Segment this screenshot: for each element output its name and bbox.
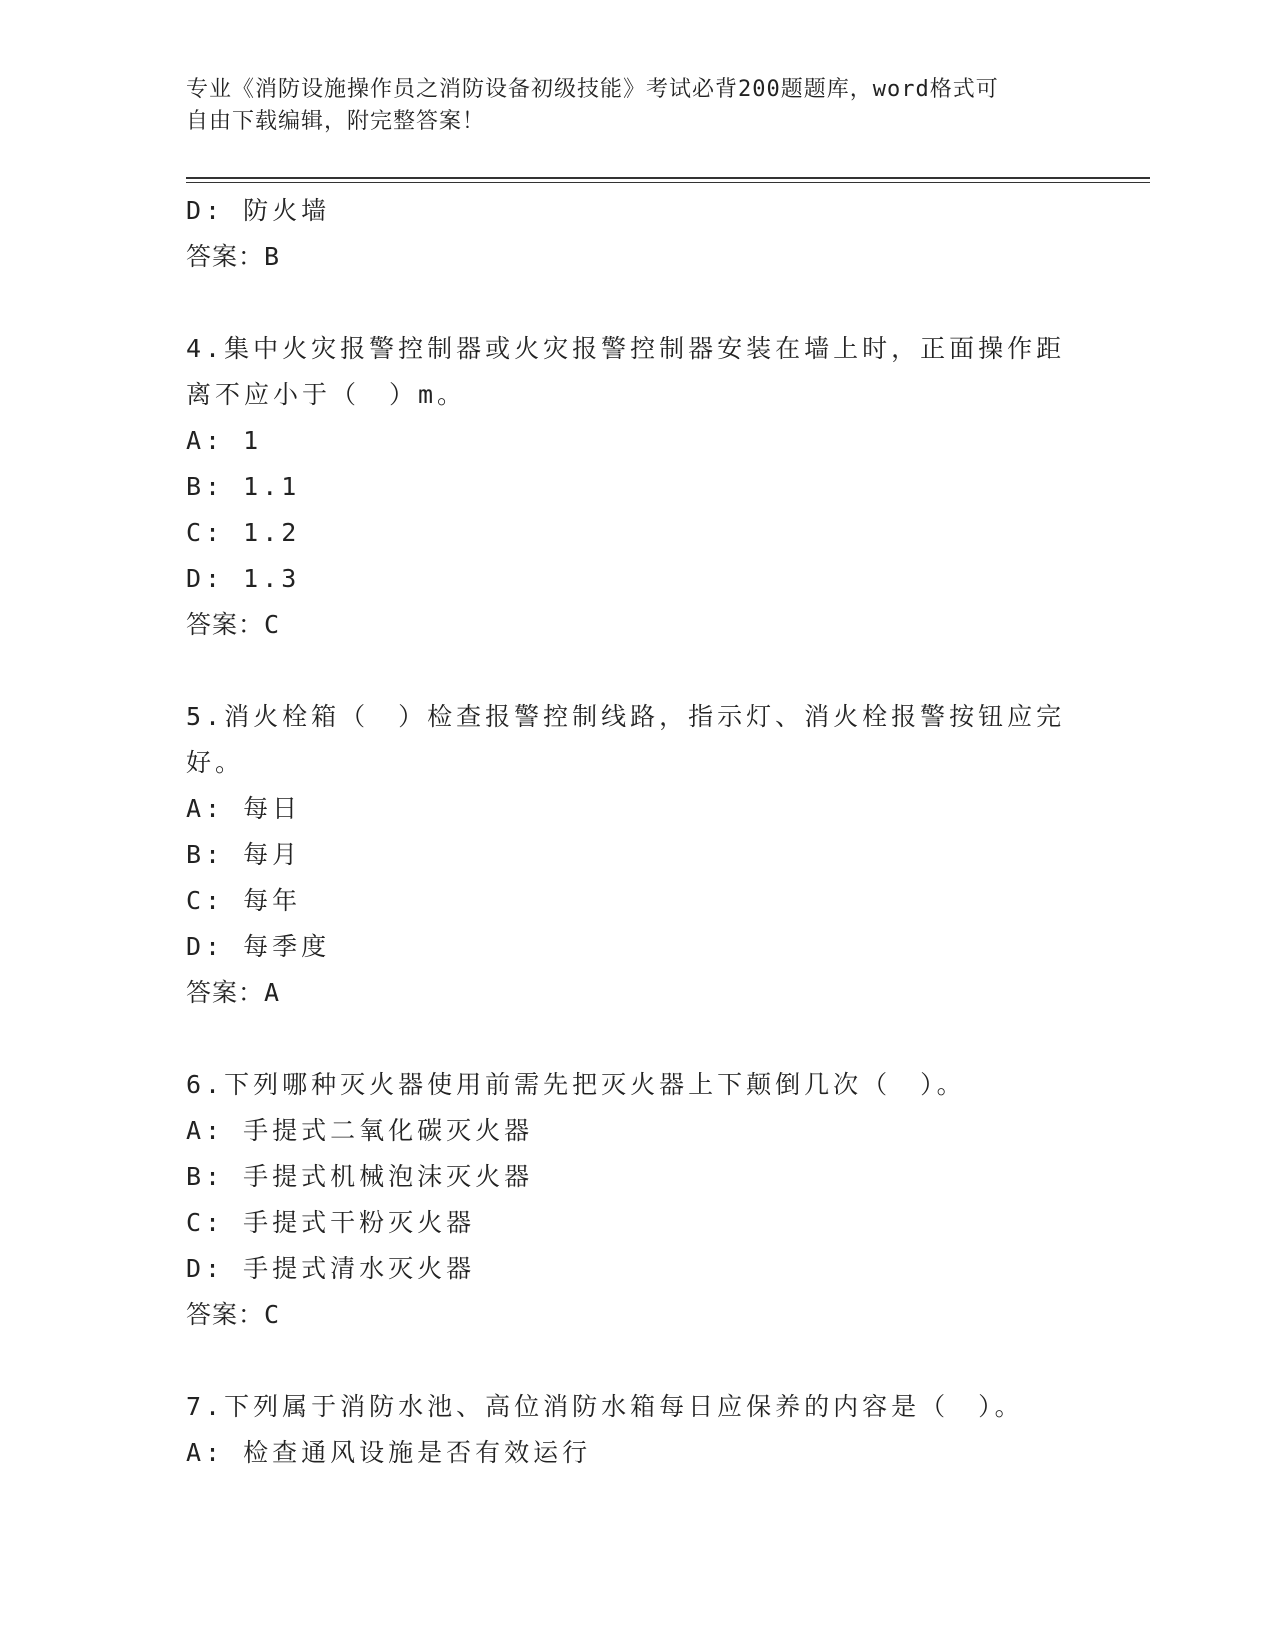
spacer [186, 1016, 1066, 1062]
spacer [186, 280, 1066, 326]
question-text-line-1: 7.下列属于消防水池、高位消防水箱每日应保养的内容是（ ）。 [186, 1392, 1024, 1421]
option-a: A: 手提式二氧化碳灭火器 [186, 1116, 534, 1145]
option-b: B: 每月 [186, 840, 302, 869]
question-text-line-2: 好。 [186, 748, 245, 777]
question-text-line-1: 5.消火栓箱（ ）检查报警控制线路，指示灯、消火栓报警按钮应完 [186, 702, 1066, 731]
answer-line: 答案：A [186, 978, 281, 1007]
answer-line: 答案：B [186, 242, 281, 271]
spacer [186, 1338, 1066, 1384]
option-a: A: 1 [186, 426, 263, 455]
option-d: D: 手提式清水灭火器 [186, 1254, 476, 1283]
question-3-tail [186, 188, 1066, 280]
question-text-line-2: 离不应小于（ ）m。 [186, 380, 467, 409]
header-line-2: 自由下载编辑，附完整答案！ [186, 109, 486, 134]
option-c: C: 1.2 [186, 518, 301, 547]
header-divider-thick [186, 177, 1150, 179]
option-d: D: 1.3 [186, 564, 301, 593]
option-a: A: 每日 [186, 794, 302, 823]
option-c: C: 每年 [186, 886, 302, 915]
question-5 [186, 694, 1066, 1016]
option-b: B: 手提式机械泡沫灭火器 [186, 1162, 534, 1191]
spacer [186, 648, 1066, 694]
answer-line: 答案：C [186, 610, 281, 639]
option-c: C: 手提式干粉灭火器 [186, 1208, 476, 1237]
question-text-line-1: 4.集中火灾报警控制器或火灾报警控制器安装在墙上时，正面操作距 [186, 334, 1066, 363]
option-a: A: 检查通风设施是否有效运行 [186, 1438, 592, 1467]
answer-line: 答案：C [186, 1300, 281, 1329]
header-line-1: 专业《消防设施操作员之消防设备初级技能》考试必背200题题库，word格式可 [186, 77, 999, 102]
question-list [186, 188, 1066, 1476]
document-header [186, 74, 1066, 138]
question-7 [186, 1384, 1066, 1476]
question-4 [186, 326, 1066, 648]
question-text-line-1: 6.下列哪种灭火器使用前需先把灭火器上下颠倒几次（ ）。 [186, 1070, 966, 1099]
question-6 [186, 1062, 1066, 1338]
option-d: D: 防火墙 [186, 196, 331, 225]
option-d: D: 每季度 [186, 932, 331, 961]
header-divider-thin [186, 182, 1150, 183]
option-b: B: 1.1 [186, 472, 301, 501]
